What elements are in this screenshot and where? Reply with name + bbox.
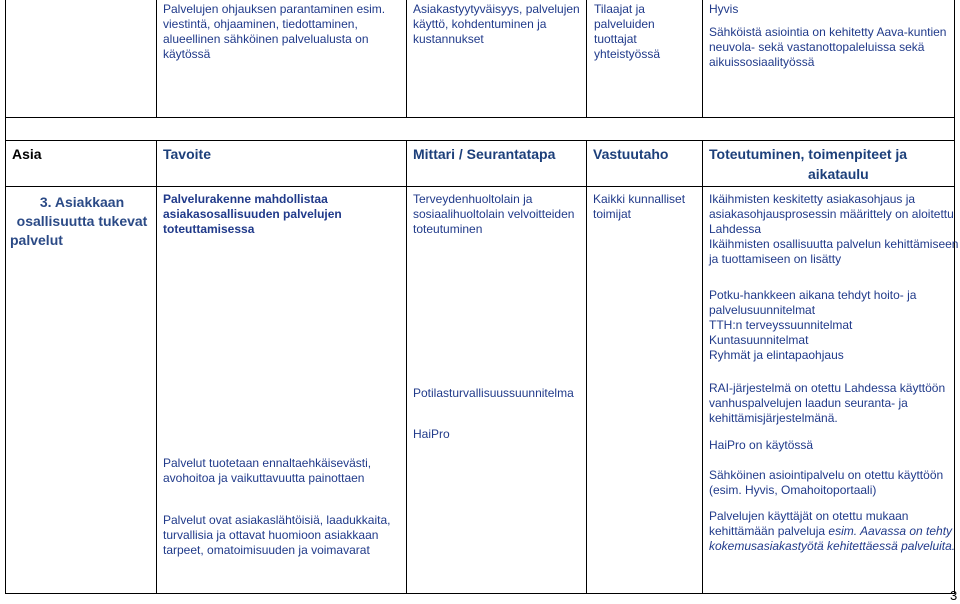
text-line: yhteistyössä [594, 47, 661, 61]
col-divider-1 [156, 0, 157, 118]
text-line: käyttö, kohdentuminen ja [413, 17, 547, 31]
header-toteutuminen [709, 145, 907, 183]
hyvis-title: Hyvis [709, 2, 739, 16]
text-line: Kuntasuunnitelmat [709, 333, 809, 347]
text-line: kustannukset [413, 32, 484, 46]
text-line: RAI-järjestelmä on otettu Lahdessa käyttöön [709, 381, 946, 395]
text-line: Terveydenhuoltolain ja [413, 192, 533, 206]
text-line: palveluiden [594, 17, 655, 31]
text-line: Tilaajat ja [594, 2, 645, 16]
text-span-italic: esim. Aavassa on tehty [828, 524, 953, 538]
header-tavoite: Tavoite [163, 146, 211, 162]
col-divider-2 [406, 0, 407, 118]
table-left-border [5, 0, 6, 594]
text-line: Ikäihmisten keskitetty asiakasohjaus ja [709, 192, 916, 206]
text-line: kokemusasiakastyötä kehitettäessä palveluita. [709, 539, 956, 553]
text-line: Lahdessa [709, 222, 762, 236]
text-line: aikuissosiaalityössä [709, 55, 815, 69]
text-line: turvallisia ja ottavat huomioon asiakkaan [163, 528, 379, 542]
page-number: 3 [950, 588, 958, 603]
text-span: kehittämään palveluja [709, 524, 829, 538]
text-line: Potku-hankkeen aikana tehdyt hoito- ja [709, 288, 917, 302]
col-divider-4 [702, 0, 703, 118]
text-line: sosiaalihuoltolain velvoitteiden [413, 207, 575, 221]
row-divider-top [5, 117, 955, 118]
text-line: ja tuottamiseen on lisätty [709, 252, 842, 266]
text-line: 3. Asiakkaan [39, 194, 125, 210]
table-bottom-border [5, 593, 955, 594]
text-line: viestintä, ohjaaminen, tiedottaminen, [163, 17, 358, 31]
text-line: toimijat [593, 207, 632, 221]
col-divider-2b [406, 140, 407, 594]
text-line: Palvelurakenne mahdollistaa [163, 192, 328, 206]
text-line: (esim. Hyvis, Omahoitoportaali) [709, 483, 877, 497]
header-vastuutaho: Vastuutaho [593, 146, 669, 162]
text-line: alueellinen sähköinen palvelualusta on [163, 32, 369, 46]
row-mittari-2: Potilasturvallisuussuunnitelma [413, 386, 574, 400]
text-line: asiakasohjausprosessin määrittely on aloitettu [709, 207, 954, 221]
text-line: avohoitoa ja vaikuttavuutta painottaen [163, 471, 365, 485]
text-line: osallisuutta tukevat [16, 213, 148, 229]
text-line: Sähköinen asiointipalvelu on otettu käyttöön [709, 468, 944, 482]
row-divider-header-top [5, 140, 955, 141]
text-line: Asiakastyytyväisyys, palvelujen [413, 2, 580, 16]
row-asia [8, 193, 156, 250]
col-divider-4b [702, 140, 703, 594]
header-mittari: Mittari / Seurantatapa [413, 146, 556, 162]
row-divider-header-bottom [5, 186, 955, 187]
row-mittari-3: HaiPro [413, 427, 450, 441]
text-line: Ikäihmisten osallisuutta palvelun kehittämiseen [709, 237, 959, 251]
text-line: aikataulu [808, 166, 869, 182]
text-line: tarpeet, omatoimisuuden ja voimavarat [163, 543, 370, 557]
text-line: vanhuspalvelujen laadun seuranta- ja [709, 396, 908, 410]
text-line: Palvelujen ohjauksen parantaminen esim. [163, 2, 386, 16]
text-line: palvelut [10, 232, 63, 248]
text-line: toteutuminen [413, 222, 483, 236]
text-line: Ryhmät ja elintapaohjaus [709, 348, 844, 362]
text-line: Kaikki kunnalliset [593, 192, 686, 206]
table-right-border [954, 0, 955, 594]
col-divider-3 [586, 0, 587, 118]
text-line [709, 524, 952, 539]
text-line: käytössä [163, 47, 211, 61]
header-asia: Asia [12, 146, 42, 162]
text-line: Palvelut ovat asiakaslähtöisiä, laadukkaita, [163, 513, 391, 527]
text-line: TTH:n terveyssuunnitelmat [709, 318, 853, 332]
text-line: Palvelujen käyttäjät on otettu mukaan [709, 509, 909, 523]
text-line: Sähköistä asiointia on kehitetty Aava-kuntien [709, 25, 947, 39]
text-line: toteuttamisessa [163, 222, 255, 236]
col-divider-3b [586, 140, 587, 594]
text-line: kehittämisjärjestelmänä. [709, 411, 838, 425]
text-line: Palvelut tuotetaan ennaltaehkäisevästi, [163, 456, 372, 470]
row-toteutuminen-4: HaiPro on käytössä [709, 438, 814, 452]
text-line: palvelusuunnitelmat [709, 303, 816, 317]
col-divider-1b [156, 140, 157, 594]
text-line: asiakasosallisuuden palvelujen [163, 207, 342, 221]
text-line: tuottajat [594, 32, 637, 46]
text-line: neuvola- sekä vastanottopaleluissa sekä [709, 40, 925, 54]
text-line: Toteutuminen, toimenpiteet ja [709, 146, 908, 162]
